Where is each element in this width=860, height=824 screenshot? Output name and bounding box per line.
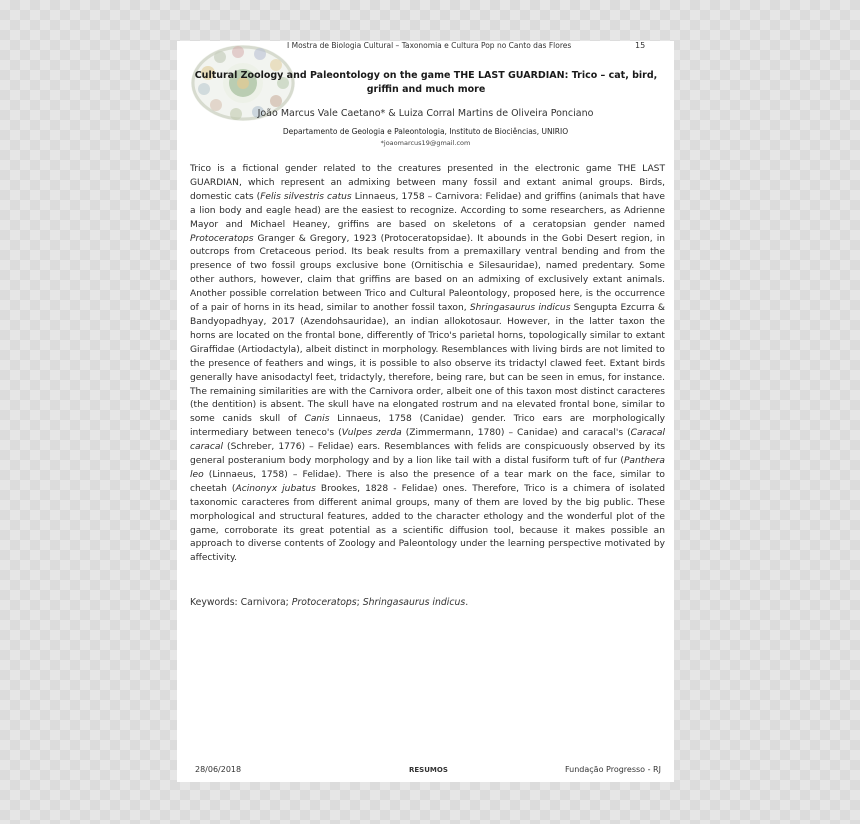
taxon-name: Acinonyx jubatus bbox=[235, 483, 316, 494]
taxon-name: Vulpes zerda bbox=[341, 428, 402, 439]
taxon-name: Canis bbox=[304, 414, 330, 425]
keywords: Keywords: Carnivora; Protoceratops; Shringasaurus indicus. bbox=[190, 597, 469, 608]
footer-date: 28/06/2018 bbox=[195, 765, 242, 774]
taxon-name: Felis silvestris catus bbox=[260, 191, 352, 202]
footer-publisher: Fundação Progresso - RJ bbox=[565, 765, 661, 774]
taxon-name: Shringasaurus indicus bbox=[469, 303, 571, 314]
abstract bbox=[190, 163, 665, 566]
page-number: 15 bbox=[635, 41, 646, 50]
taxon-name: Protoceratops bbox=[190, 233, 254, 244]
affiliation: Departamento de Geologia e Paleontologia, Instituto de Biociências, UNIRIO bbox=[282, 127, 569, 136]
taxon-name: Caracal caracal bbox=[190, 428, 666, 453]
footer-section: RESUMOS bbox=[409, 766, 448, 774]
taxon-name: Panthera leo bbox=[190, 456, 665, 480]
author-email: *joaomarcus19@gmail.com bbox=[380, 139, 471, 147]
paper-title: Cultural Zoology and Paleontology on the game THE LAST GUARDIAN: Trico – cat, bird, griffin and much more bbox=[194, 70, 658, 95]
authors: João Marcus Vale Caetano* & Luiza Corral Martins de Oliveira Ponciano bbox=[257, 108, 594, 119]
document-page bbox=[177, 41, 674, 782]
running-header: I Mostra de Biologia Cultural – Taxonomia e Cultura Pop no Canto das Flores bbox=[287, 41, 572, 50]
abstract-paragraph: Trico is a fictional gender related to the creatures presented in the electronic game THE LAST GUARDIAN, which represent an admixing between many fossil and extant animal groups. Birds, domestic cats (Felis silvestris catus Linnaeus, 1758 – Carnivora: Felidae) and griffins (animals that have a lion body and eagle head) are the easiest to recognize. According to some researchers, as Adrienne Mayor and Michael Heaney, griffins are based on skeletons of a ceratopsian gender named Protoceratops Granger & Gregory, 1923 (Protoceratopsidae). It abounds in the Gobi Desert region, in outcrops from Cretaceous period. Its beak results from a premaxillary ventral bending and from the presence of two fossil groups exclusive bone (Ornitischia e Silesauridae), named predentary. Some other authors, however, claim that griffins are based on an admixing of exclusively extant animals. Another possible correlation between Trico and Cultural Paleontology, proposed here, is the occurrence of a pair of horns in its head, similar to another fossil taxon, Shringasaurus indicus Sengupta Ezcurra & Bandyopadhyay, 2017 (Azendohsauridae), an indian allokotosaur. However, in the latter taxon the horns are located on the frontal bone, differently of Trico's parietal horns, topologically similar to extant Giraffidae (Artiodactyla), albeit distinct in morphology. Resemblances with living birds are not limited to the presence of feathers and wings, it is possible to also observe its tridactyl clawed feet. Extant birds generally have anisodactyl feet, tridactyly, therefore, being rare, but can be seen in emus, for instance. The remaining similarities are with the Carnivora order, albeit one of this taxon most distinct caracteres (the dentition) is absent. The skull have na elongated rostrum and na elevated frontal bone, similar to some canids skull of Canis Linnaeus, 1758 (Canidae) gender. Trico ears are morphologically intermediary between teneco's (Vulpes zerda (Zimmermann, 1780) – Canidae) and caracal's (Caracal caracal (Schreber, 1776) – Felidae) ears. Resemblances with felids are conspicuously observed by its general posteranium body morphology and by a lion like tail with a distal fusiform tuft of fur (Panthera leo (Linnaeus, 1758) – Felidae). There is also the presence of a tear mark on the face, similar to cheetah (Acinonyx jubatus Brookes, 1828 - Felidae) ones. Therefore, Trico is a chimera of isolated taxonomic caracteres from different animal groups, many of them are loved by the big public. These morphological and structural features, added to the character ethology and the wonderful plot of the game, corroborate its great potential as a scientific diffusion tool, because it makes possible an approach to diverse contents of Zoology and Paleontology under the learning perspective motivated by affectivity. bbox=[190, 164, 666, 564]
